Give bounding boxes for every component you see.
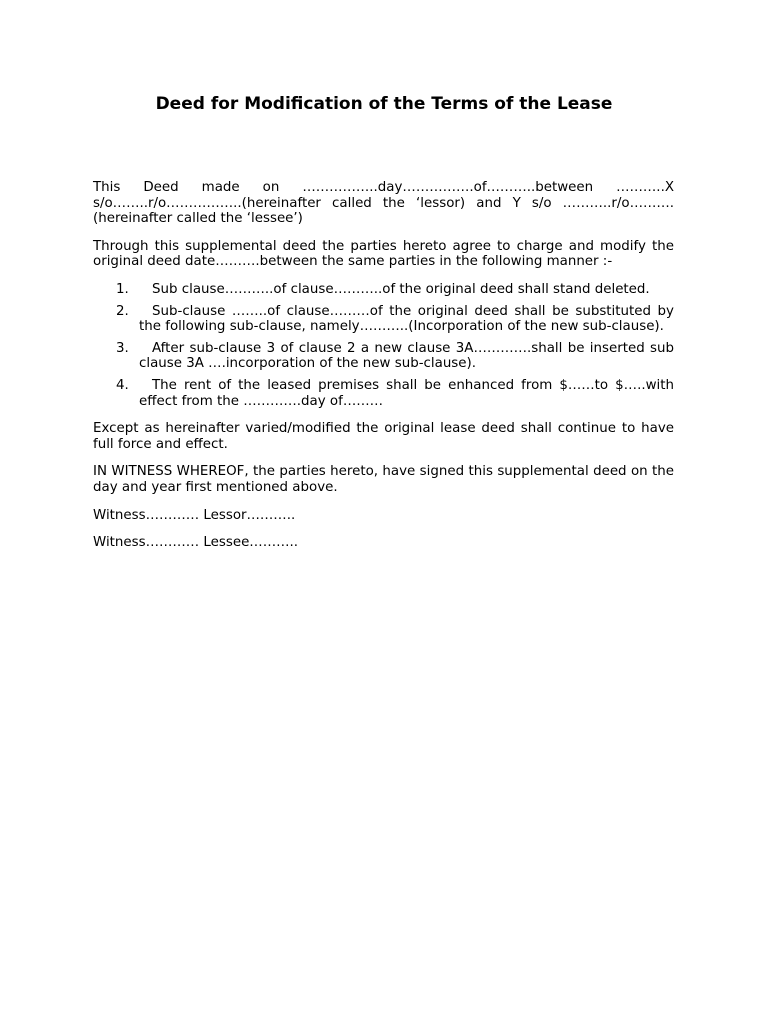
list-item-number: 3. [116, 340, 129, 356]
intro-paragraph: Through this supplemental deed the parties hereto agree to charge and modify the original deed date……….between the same parties in the following manner :- [93, 238, 674, 270]
opening-paragraph: This Deed made on ……………..day…………….of………..between ………..X s/o……..r/o……………..(hereinafter called the ‘lessor) and Y s/o ………..r/o………. (hereinafter called the ‘lessee’) [93, 180, 674, 227]
list-item-text: The rent of the leased premises shall be enhanced from $……to $…..with effect from the ………….day of……… [139, 377, 674, 409]
list-item [93, 282, 674, 298]
list-item-number: 2. [116, 303, 129, 319]
modification-list [93, 282, 674, 409]
list-item [93, 304, 674, 335]
lessee-signature-line: Witness………… Lessee……….. [93, 535, 298, 551]
document-title: Deed for Modification of the Terms of the Lease [155, 94, 613, 114]
list-item-number: 4. [116, 377, 129, 393]
list-item-text: Sub-clause ……..of clause………of the original deed shall be substituted by the following sub-clause, namely………..(Incorporation of the new sub-clause). [139, 303, 674, 335]
list-item [93, 341, 674, 372]
document-body [93, 180, 674, 563]
lessor-signature-line: Witness………… Lessor……….. [93, 507, 296, 523]
list-item [93, 378, 674, 409]
list-item-number: 1. [116, 281, 129, 297]
continuation-paragraph: Except as hereinafter varied/modified the original lease deed shall continue to have full force and effect. [93, 421, 674, 452]
list-item-text: Sub clause………..of clause………..of the original deed shall stand deleted. [152, 281, 650, 297]
witness-whereof-paragraph: IN WITNESS WHEREOF, the parties hereto, have signed this supplemental deed on the day and year first mentioned above. [93, 464, 674, 495]
list-item-text: After sub-clause 3 of clause 2 a new clause 3A………….shall be inserted sub clause 3A ….incorporation of the new sub-clause). [139, 340, 674, 372]
